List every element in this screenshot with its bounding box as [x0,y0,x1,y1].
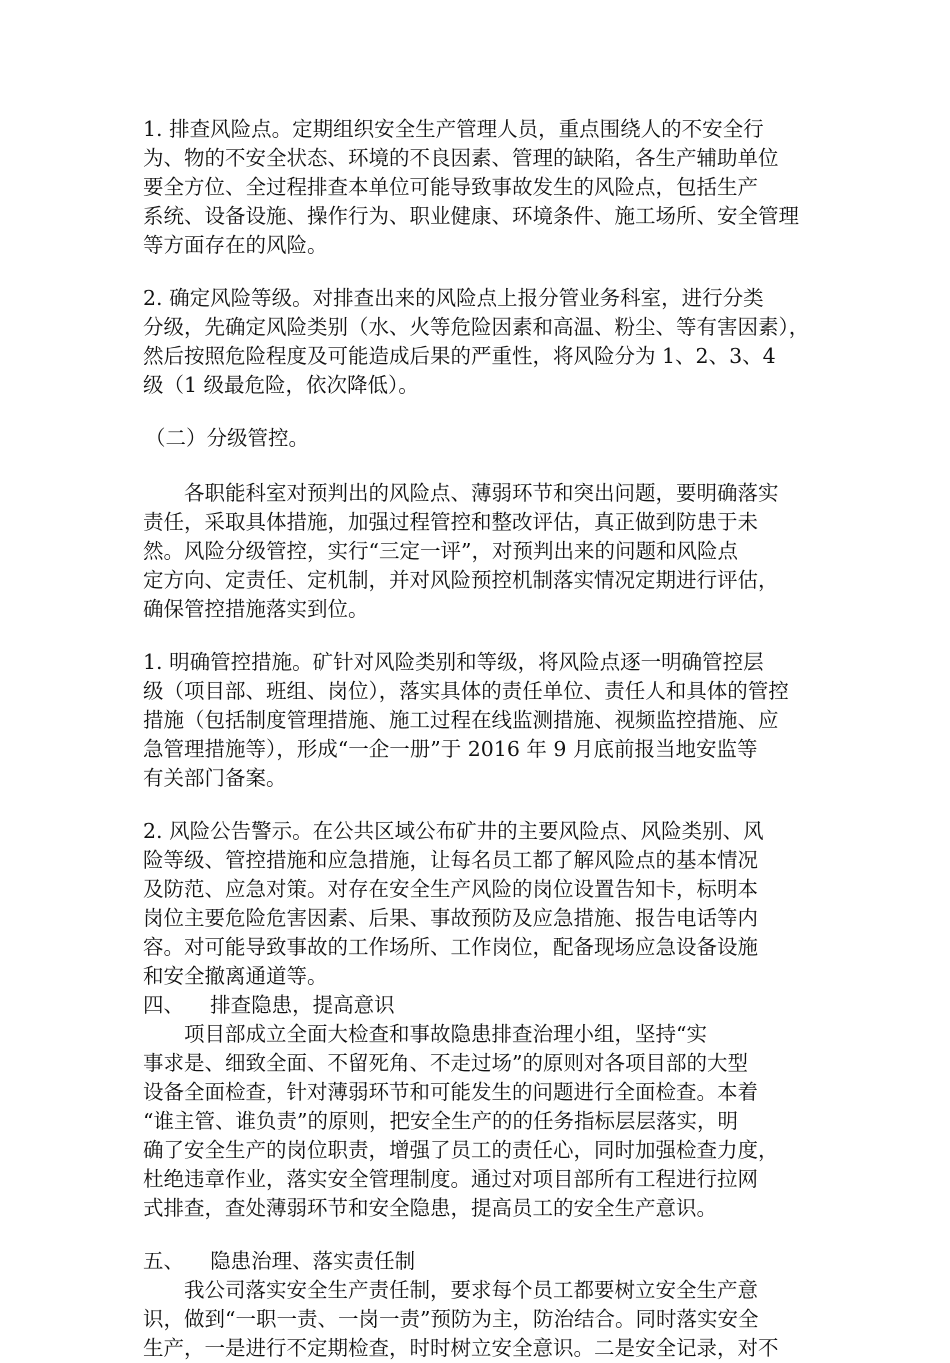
text-line: 1. 明确管控措施。矿针对风险类别和等级，将风险点逐一明确管控层 [143,650,764,674]
paragraph-gap [143,453,811,479]
text-line: 分级，先确定风险类别（水、火等危险因素和高温、粉尘、等有害因素）， [143,315,810,339]
text-line: 容。对可能导致事故的工作场所、工作岗位，配备现场应急设备设施 [143,935,758,959]
text-line: 责任，采取具体措施，加强过程管控和整改评估，真正做到防患于未 [143,510,758,534]
text-line: 险等级、管控措施和应急措施，让每名员工都了解风险点的基本情况 [143,848,758,872]
text-line: 杜绝违章作业，落实安全管理制度。通过对项目部所有工程进行拉网 [143,1167,758,1191]
paragraph-risk-grading [143,284,811,400]
text-line: 和安全撤离通道等。 [143,964,328,988]
text-line: 为、物的不安全状态、环境的不良因素、管理的缺陷，各生产辅助单位 [143,146,779,170]
paragraph-risk-identification [143,115,811,260]
text-line: 2. 确定风险等级。对排查出来的风险点上报分管业务科室，进行分类 [143,286,764,310]
paragraph-control-measures [143,648,811,793]
text-line: 措施（包括制度管理措施、施工过程在线监测措施、视频监控措施、应 [143,708,779,732]
text-line: 定方向、定责任、定机制，并对风险预控机制落实情况定期进行评估， [143,568,779,592]
text-line: 确了安全生产的岗位职责，增强了员工的责任心，同时加强检查力度， [143,1138,779,1162]
section-heading-hazard-check [143,991,811,1020]
text-line: 生产，一是进行不定期检查，时时树立安全意识。二是安全记录，对不 [143,1336,779,1360]
text-line: 式排查，查处薄弱环节和安全隐患，提高员工的安全生产意识。 [143,1196,717,1220]
text-line: 要全方位、全过程排查本单位可能导致事故发生的风险点，包括生产 [143,175,758,199]
paragraph-hazard-check [143,1020,811,1223]
text-line: 2. 风险公告警示。在公共区域公布矿井的主要风险点、风险类别、风 [143,819,764,843]
text-line: 岗位主要危险危害因素、后果、事故预防及应急措施、报告电话等内 [143,906,758,930]
text-line: 我公司落实安全生产责任制，要求每个员工都要树立安全生产意 [184,1278,758,1302]
paragraph-graded-control-intro [143,479,811,624]
paragraph-gap [143,1223,811,1247]
text-line: 识，做到“一职一责、一岗一责”预防为主，防治结合。同时落实安全 [143,1307,759,1331]
text-line: 及防范、应急对策。对存在安全生产风险的岗位设置告知卡，标明本 [143,877,758,901]
text-line: 有关部门备案。 [143,766,287,790]
section-heading: （二）分级管控。 [145,426,309,450]
text-line: 然后按照危险程度及可能造成后果的严重性，将风险分为 1、2、3、4 [143,344,776,368]
text-line: 级（1 级最危险，依次降低）。 [143,373,419,397]
text-line: “谁主管、谁负责”的原则，把安全生产的的任务指标层层落实，明 [143,1109,738,1133]
text-line: 急管理措施等），形成“一企一册”于 2016 年 9 月底前报当地安监等 [143,737,758,761]
text-line: 确保管控措施落实到位。 [143,597,369,621]
text-line: 各职能科室对预判出的风险点、薄弱环节和突出问题，要明确落实 [184,481,779,505]
section-heading-hazard-governance [143,1247,811,1276]
paragraph-gap [143,624,811,648]
section-heading-graded-control [143,424,811,453]
text-line: 级（项目部、班组、岗位），落实具体的责任单位、责任人和具体的管控 [143,679,789,703]
section-heading: 五、 隐患治理、落实责任制 [143,1249,416,1273]
text-line: 设备全面检查，针对薄弱环节和可能发生的问题进行全面检查。本着 [143,1080,758,1104]
paragraph-gap [143,260,811,284]
text-line: 事求是、细致全面、不留死角、不走过场”的原则对各项目部的大型 [143,1051,748,1075]
paragraph-gap [143,400,811,424]
paragraph-risk-notice [143,817,811,991]
text-line: 系统、设备设施、操作行为、职业健康、环境条件、施工场所、安全管理 [143,204,799,228]
text-line: 项目部成立全面大检查和事故隐患排查治理小组，坚持“实 [184,1022,707,1046]
section-heading: 四、 排查隐患，提高意识 [143,993,395,1017]
paragraph-responsibility [143,1276,811,1363]
document-page [143,115,811,1363]
paragraph-gap [143,793,811,817]
text-line: 然。风险分级管控，实行“三定一评”，对预判出来的问题和风险点 [143,539,738,563]
text-line: 等方面存在的风险。 [143,233,328,257]
text-line: 1. 排查风险点。定期组织安全生产管理人员，重点围绕人的不安全行 [143,117,764,141]
